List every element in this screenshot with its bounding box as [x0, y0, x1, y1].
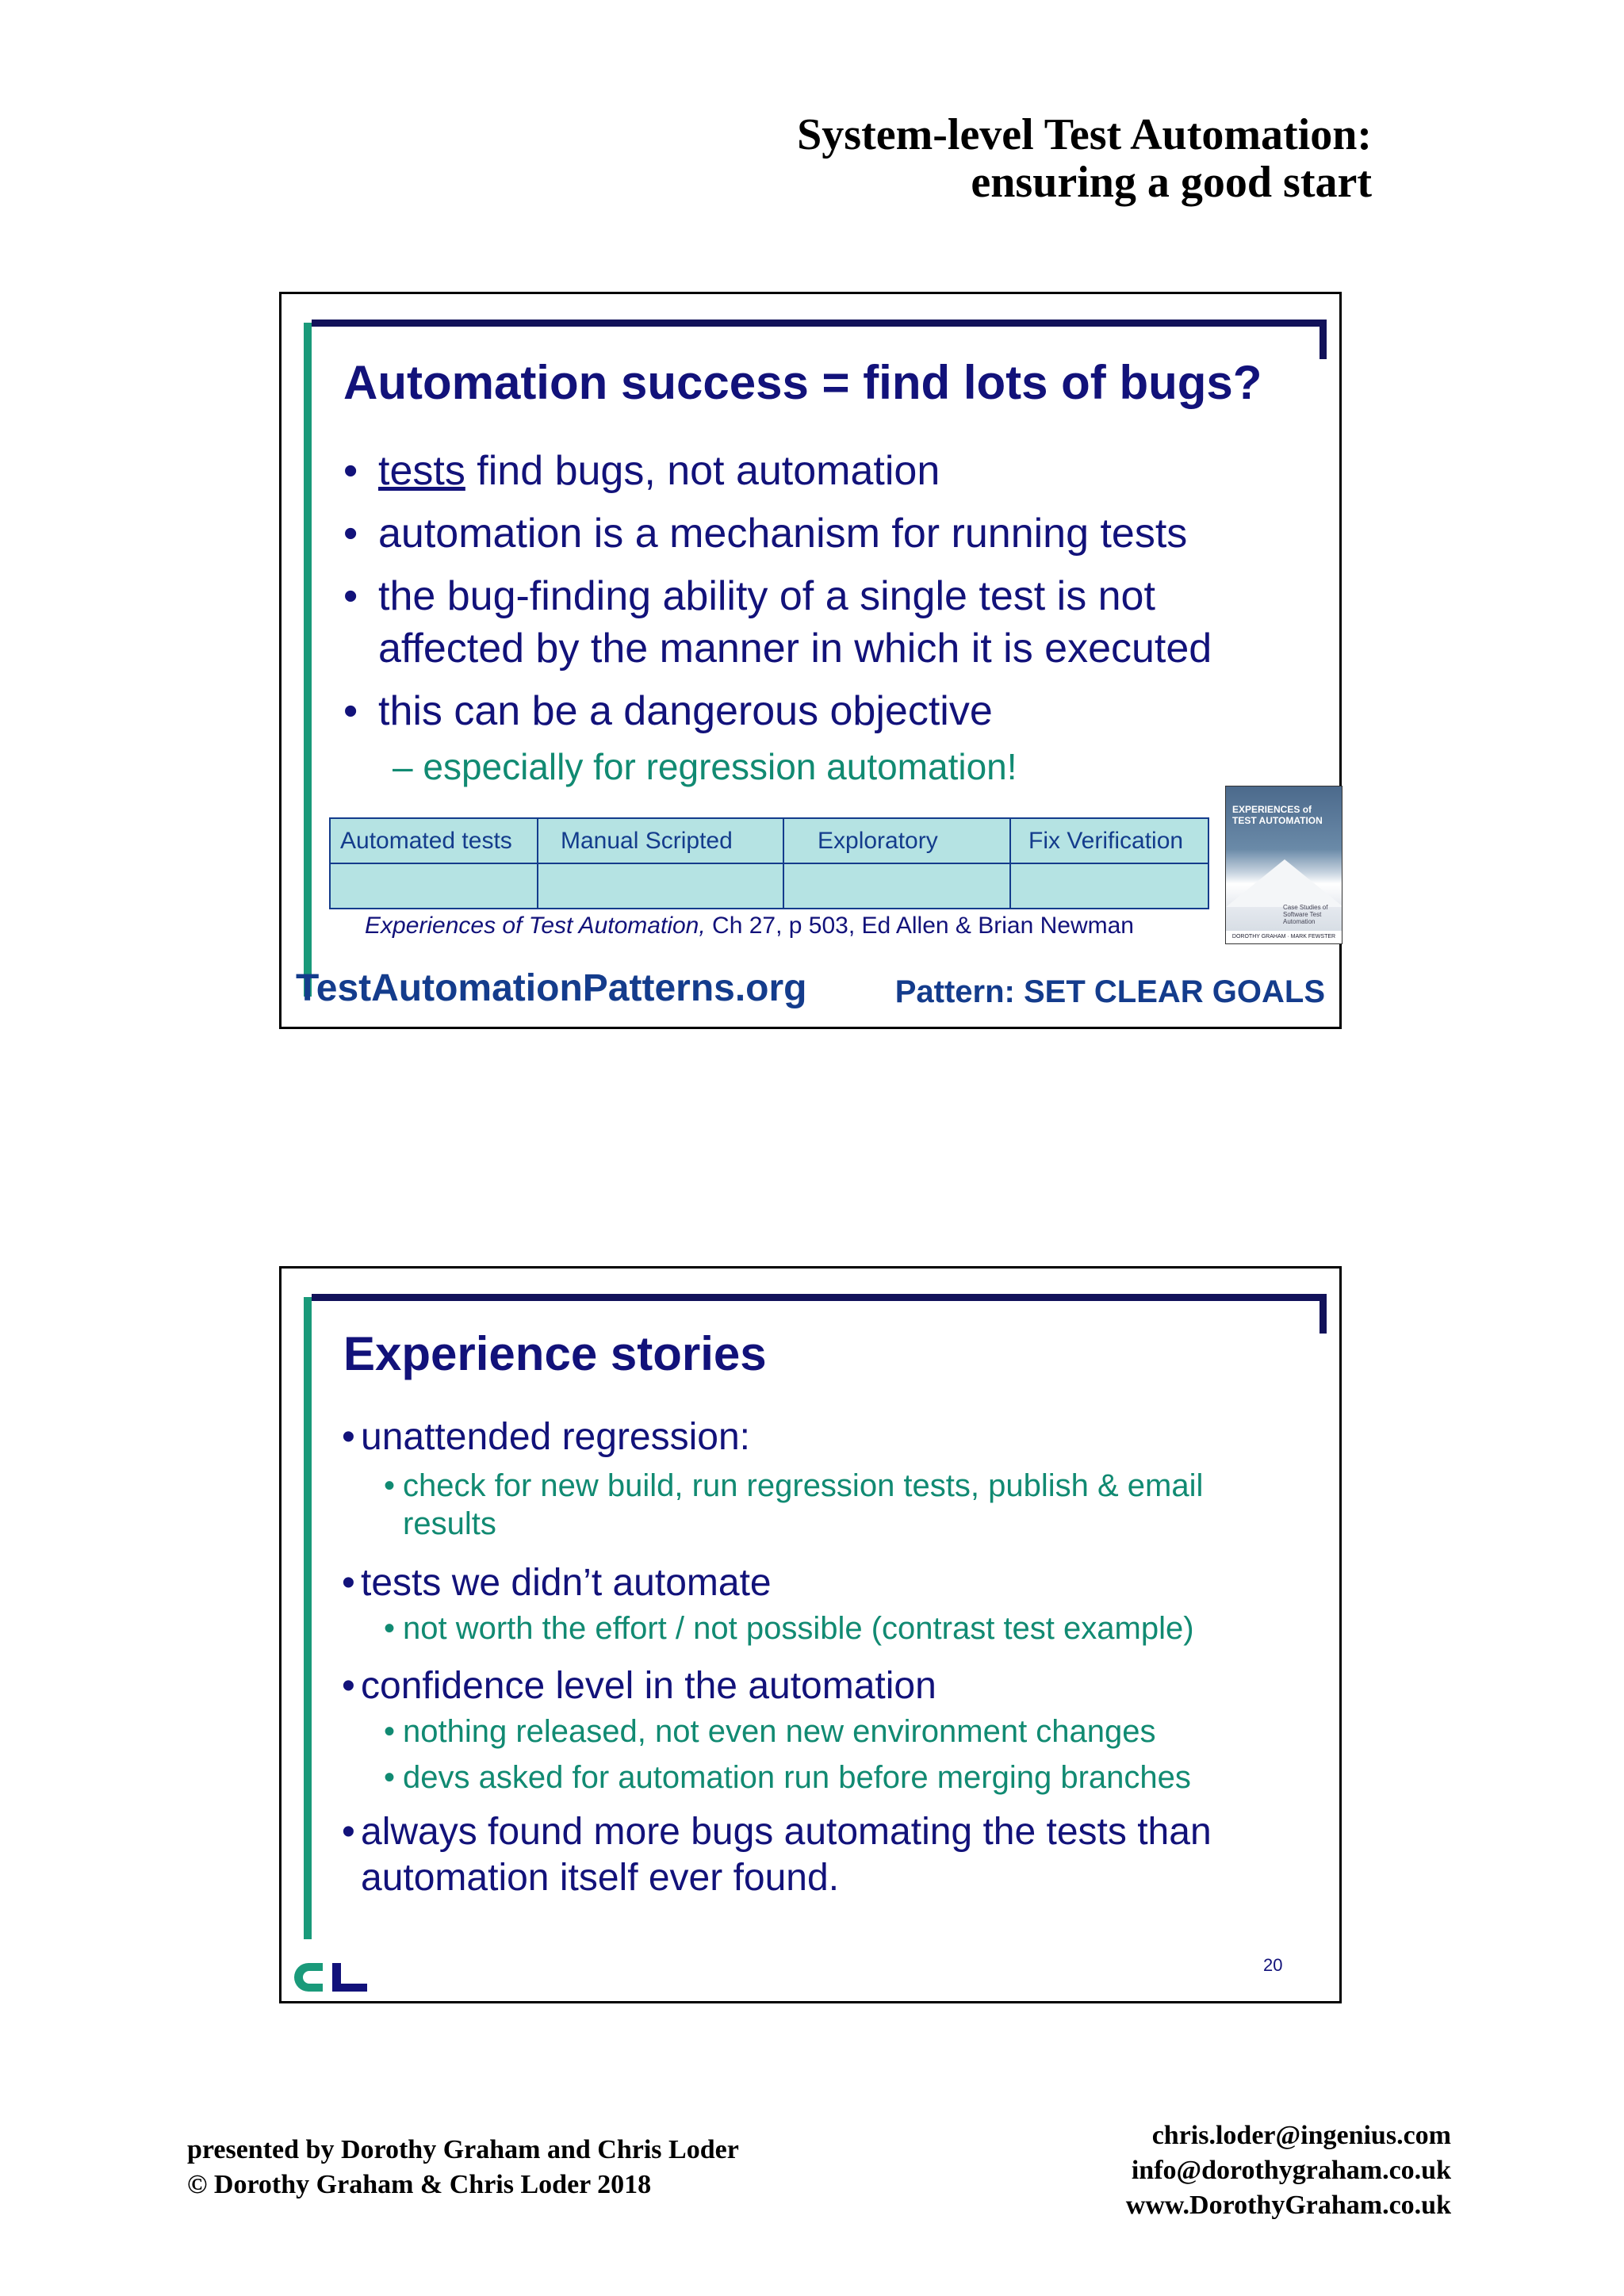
book-title: EXPERIENCES of TEST AUTOMATION — [1232, 804, 1323, 826]
presenter-credit: presented by Dorothy Graham and Chris Loder — [187, 2135, 739, 2164]
slide-accent-bar — [304, 323, 312, 997]
bullet-underlined-word: tests — [378, 448, 465, 494]
slide-experience-stories — [279, 1266, 1342, 2003]
slide-top-rule-hook — [1320, 1294, 1327, 1334]
slide-automation-success — [279, 292, 1342, 1029]
sub-bullet-text: not worth the effort / not possible (contrast test example) — [403, 1611, 1194, 1646]
slide-title: Experience stories — [343, 1327, 767, 1380]
sub-bullet-dot: • — [384, 1714, 396, 1749]
sub-bullet-line1: check for new build, run regression tests, publish & email — [403, 1468, 1204, 1503]
bullet-dot: • — [342, 1811, 355, 1853]
bullet-text-line1: the bug-finding ability of a single test is not — [378, 573, 1155, 619]
bullet-dot: • — [343, 573, 358, 619]
bullet-dot: • — [343, 511, 358, 557]
goals-table — [329, 817, 1209, 909]
bullet-item — [342, 1414, 751, 1460]
bullet-text-line1: always found more bugs automating the tests than — [361, 1811, 1212, 1853]
sub-bullet-item — [384, 1467, 1204, 1543]
table-header-cell: Manual Scripted — [538, 818, 783, 863]
sub-bullet-item: – especially for regression automation! — [393, 746, 1017, 787]
sub-bullet-line2: results — [403, 1506, 496, 1541]
bullet-text: this can be a dangerous objective — [378, 688, 993, 734]
document-footer-right — [1126, 2118, 1451, 2223]
document-header-title — [797, 111, 1372, 206]
slide-title: Automation success = find lots of bugs? — [343, 356, 1262, 409]
slide-accent-bar — [304, 1297, 312, 1939]
table-cell — [1010, 863, 1208, 909]
citation-book-title: Experiences of Test Automation, — [365, 913, 706, 939]
citation — [365, 913, 1134, 939]
bullet-item — [343, 685, 993, 737]
bullet-item — [342, 1663, 936, 1709]
mountain-graphic — [1226, 859, 1342, 907]
sub-bullet-item — [384, 1758, 1191, 1797]
bullet-dot: • — [342, 1665, 355, 1707]
table-cell — [538, 863, 783, 909]
bullet-dot: • — [342, 1416, 355, 1458]
sub-bullet-item — [384, 1712, 1156, 1751]
table-header-cell: Exploratory — [783, 818, 1010, 863]
book-authors: DOROTHY GRAHAM · MARK FEWSTER — [1226, 931, 1342, 943]
contact-email-1[interactable]: chris.loder@ingenius.com — [1151, 2121, 1451, 2150]
document-footer-left — [187, 2133, 739, 2202]
slide-top-rule — [312, 1294, 1327, 1301]
bullet-item — [343, 507, 1188, 560]
website-link[interactable]: TestAutomationPatterns.org — [296, 967, 807, 1009]
citation-details: Ch 27, p 503, Ed Allen & Brian Newman — [705, 913, 1134, 939]
bullet-item — [342, 1560, 772, 1606]
table-cell — [783, 863, 1010, 909]
pattern-label: Pattern: SET CLEAR GOALS — [894, 974, 1325, 1009]
bullet-text: confidence level in the automation — [361, 1665, 936, 1707]
header-title-line1: System-level Test Automation: — [797, 110, 1372, 159]
bullet-dot: • — [343, 448, 358, 494]
sub-bullet-text: nothing released, not even new environment changes — [403, 1714, 1156, 1749]
header-title-line2: ensuring a good start — [971, 158, 1372, 207]
page-number: 20 — [1263, 1955, 1283, 1975]
book-subtitle: Case Studies of Software Test Automation — [1283, 904, 1328, 925]
bullet-text-line2: automation itself ever found. — [361, 1857, 840, 1899]
bullet-dot: • — [342, 1562, 355, 1604]
bullet-item — [342, 1809, 1212, 1901]
table-cell — [330, 863, 538, 909]
bullet-text-line2: affected by the manner in which it is executed — [378, 626, 1212, 672]
cl-logo-icon — [291, 1960, 370, 1995]
sub-bullet-dot: • — [384, 1760, 396, 1795]
table-header-row — [330, 818, 1208, 863]
bullet-item — [343, 445, 940, 497]
bullet-text: tests we didn’t automate — [361, 1562, 772, 1604]
copyright-notice: © Dorothy Graham & Chris Loder 2018 — [187, 2170, 652, 2199]
bullet-dot: • — [343, 688, 358, 734]
bullet-item — [343, 570, 1212, 675]
contact-email-2[interactable]: info@dorothygraham.co.uk — [1131, 2156, 1451, 2185]
bullet-text: unattended regression: — [361, 1416, 751, 1458]
sub-bullet-dot: • — [384, 1611, 396, 1646]
slide-top-rule — [312, 320, 1327, 327]
sub-bullet-item — [384, 1609, 1194, 1647]
sub-bullet-dot: • — [384, 1468, 396, 1503]
slide-top-rule-hook — [1320, 320, 1327, 359]
sub-bullet-text: devs asked for automation run before merging branches — [403, 1760, 1191, 1795]
table-row — [330, 863, 1208, 909]
bullet-text: find bugs, not automation — [465, 448, 940, 494]
table-header-cell: Fix Verification — [1010, 818, 1208, 863]
book-cover-image — [1225, 786, 1342, 944]
bullet-text: automation is a mechanism for running tests — [378, 511, 1188, 557]
website-link[interactable]: www.DorothyGraham.co.uk — [1125, 2191, 1451, 2220]
table-header-cell: Automated tests — [330, 818, 538, 863]
